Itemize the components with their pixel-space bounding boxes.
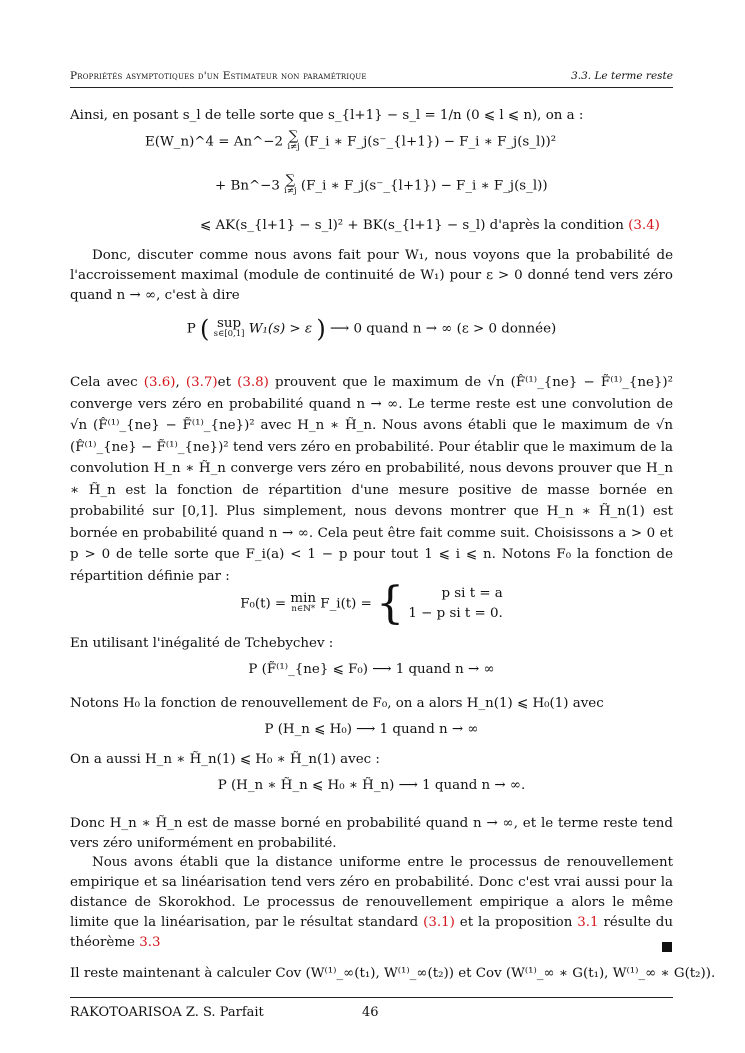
footer-author: RAKOTOARISOA Z. S. Parfait	[70, 1005, 264, 1020]
line-covariance: Il reste maintenant à calculer Cov (W⁽¹⁾_∞(t₁), W⁽¹⁾_∞(t₂)) et Cov (W⁽¹⁾_∞ ∗ G(t₁), W⁽¹⁾_∞ ∗ G(t₂)).	[70, 966, 716, 981]
equation-sup: P ( sup s∈[0,1] W₁(s) > ε ) ⟶ 0 quand n → ∞ (ε > 0 donnée)	[186, 315, 557, 343]
para2-text-4: prouvent que le maximum de √n (F̂⁽¹⁾_{ne} − F̃⁽¹⁾_{ne})² converge vers zéro en probabilité quand n → ∞. Le terme reste est une convolution de √n (F̂⁽¹⁾_{ne} − F̃⁽¹⁾_{ne})² avec H_n ∗ H̃_n. Nous avons établi que le maximum de √n (F̂⁽¹⁾_{ne} − F̃⁽¹⁾_{ne})² tend vers zéro en probabilité. Pour établir que le maximum de la convolution H_n ∗ H̃_n converge vers zéro en probabilité, nous devons prouver que H_n ∗ H̃_n est la fonction de répartition d'une mesure positive de masse bornée en probabilité sur [0,1]. Plus simplement, nous devons montrer que H_n ∗ H̃_n(1) est bornée en probabilité quand n → ∞. Cela peut être fait comme suit. Choisissons a > 0 et p > 0 de telle sorte que F_i(a) < 1 − p pour tout 1 ⩽ i ⩽ n. Notons F₀ la fonction de répartition définie par :	[70, 375, 674, 584]
equation-tchebychev: P (F̃⁽¹⁾_{ne} ⩽ F₀) ⟶ 1 quand n → ∞	[248, 662, 495, 677]
eq3-case2: 1 − p si t = 0.	[408, 606, 503, 621]
ref-proposition-3-1[interactable]: 3.1	[577, 915, 599, 930]
header-rule	[70, 87, 673, 88]
eq3-lhs: F₀(t) =	[240, 596, 291, 612]
line-h0: Notons H₀ la fonction de renouvellement de F₀, on a alors H_n(1) ⩽ H₀(1) avec	[70, 696, 604, 711]
paragraph-accroissement: Donc, discuter comme nous avons fait pour W₁, nous voyons que la probabilité de l'accroissement maximal (module de continuité de W₁) pour ε > 0 donné tend vers zéro quand n → ∞, c'est à dire	[70, 248, 673, 303]
line-aussi: On a aussi H_n ∗ H̃_n(1) ⩽ H₀ ∗ H̃_n(1) avec :	[70, 752, 380, 767]
line-tchebychev: En utilisant l'inégalité de Tchebychev :	[70, 636, 334, 651]
eq3-mid: F_i(t) =	[320, 596, 372, 612]
equation-moment-line3	[200, 218, 675, 233]
ref-3-1[interactable]: (3.1)	[423, 915, 455, 930]
ref-3-8[interactable]: (3.8)	[237, 375, 269, 390]
ref-3-6[interactable]: (3.6)	[143, 375, 176, 390]
para4-text-2: et la proposition	[454, 915, 578, 930]
header-section: 3.3. Le terme reste	[571, 70, 673, 82]
paragraph-masse-bornee: Donc H_n ∗ H̃_n est de masse borné en probabilité quand n → ∞, et le terme reste tend vers zéro uniformément en probabilité.	[70, 816, 673, 851]
eq1-sum-index-2: i≠j	[284, 186, 297, 196]
equation-f0: F₀(t) = min n∈ℕ* F_i(t) = { p si t = a 1 − p si t = 0.	[240, 578, 503, 629]
para2-text-2: ,	[175, 375, 186, 390]
eq2-body: W₁(s) > ε	[248, 321, 313, 337]
eq1-line1-rhs: (F_i ∗ F_j(s⁻_{l+1}) − F_i ∗ F_j(s_l))²	[304, 134, 557, 150]
intro-line: Ainsi, en posant s_l de telle sorte que s_{l+1} − s_l = 1/n (0 ⩽ l ⩽ n), on a :	[70, 108, 584, 123]
footer-rule	[70, 997, 673, 998]
eq3-min: min	[290, 591, 317, 606]
ref-condition-3-4[interactable]: (3.4)	[628, 218, 660, 233]
paragraph-conclusion	[70, 853, 673, 953]
ref-3-7[interactable]: (3.7)	[185, 375, 218, 390]
header-title: Propriétés asymptotiques d'un Estimateur non paramétrique	[70, 70, 367, 82]
eq1-line2-rhs: (F_i ∗ F_j(s⁻_{l+1}) − F_i ∗ F_j(s_l))	[300, 178, 548, 194]
eq1-sum-index: i≠j	[287, 142, 300, 152]
eq2-p: P	[186, 321, 196, 337]
para2-text-3: et	[217, 375, 238, 390]
eq2-rhs: ⟶ 0 quand n → ∞ (ε > 0 donnée)	[330, 321, 557, 337]
eq1-line2: + Bn^−3	[215, 178, 280, 194]
running-header	[70, 70, 673, 88]
qed-square-icon	[662, 942, 672, 952]
eq2-sup-index: s∈[0,1]	[213, 329, 245, 339]
eq2-sup: sup	[217, 316, 242, 331]
para2-text-1: Cela avec	[70, 375, 144, 390]
equation-convolution-bound: P (H_n ∗ H̃_n ⩽ H₀ ∗ H̃_n) ⟶ 1 quand n → ∞.	[217, 778, 526, 793]
equation-moment-line1: E(W_n)^4 = An^−2 ∑ i≠j (F_i ∗ F_j(s⁻_{l+1}) − F_i ∗ F_j(s_l))²	[145, 129, 557, 152]
equation-moment-line2: + Bn^−3 ∑ i≠j (F_i ∗ F_j(s⁻_{l+1}) − F_i ∗ F_j(s_l))	[215, 173, 548, 196]
para4-text-1: Nous avons établi que la distance uniforme entre le processus de renouvellement empirique et sa linéarisation tend vers zéro en probabilité. Donc c'est vrai aussi pour la distance de Skorokhod. Le processus de renouvellement empirique a alors le même limite que la linéarisation, par le résultat standard	[70, 855, 673, 930]
eq3-case1: p si t = a	[441, 586, 503, 601]
page-number: 46	[362, 1005, 379, 1020]
equation-hn-h0: P (H_n ⩽ H₀) ⟶ 1 quand n → ∞	[264, 722, 479, 737]
ref-theoreme-3-3[interactable]: 3.3	[139, 935, 161, 950]
para4-text-3: résulte du théorème	[70, 915, 673, 950]
eq1-line3: ⩽ AK(s_{l+1} − s_l)² + BK(s_{l+1} − s_l) d'après la condition	[200, 218, 624, 233]
paragraph-convolution	[70, 372, 673, 587]
eq3-min-index: n∈ℕ*	[291, 604, 316, 614]
eq1-lhs: E(W_n)^4 = An^−2	[145, 134, 284, 150]
